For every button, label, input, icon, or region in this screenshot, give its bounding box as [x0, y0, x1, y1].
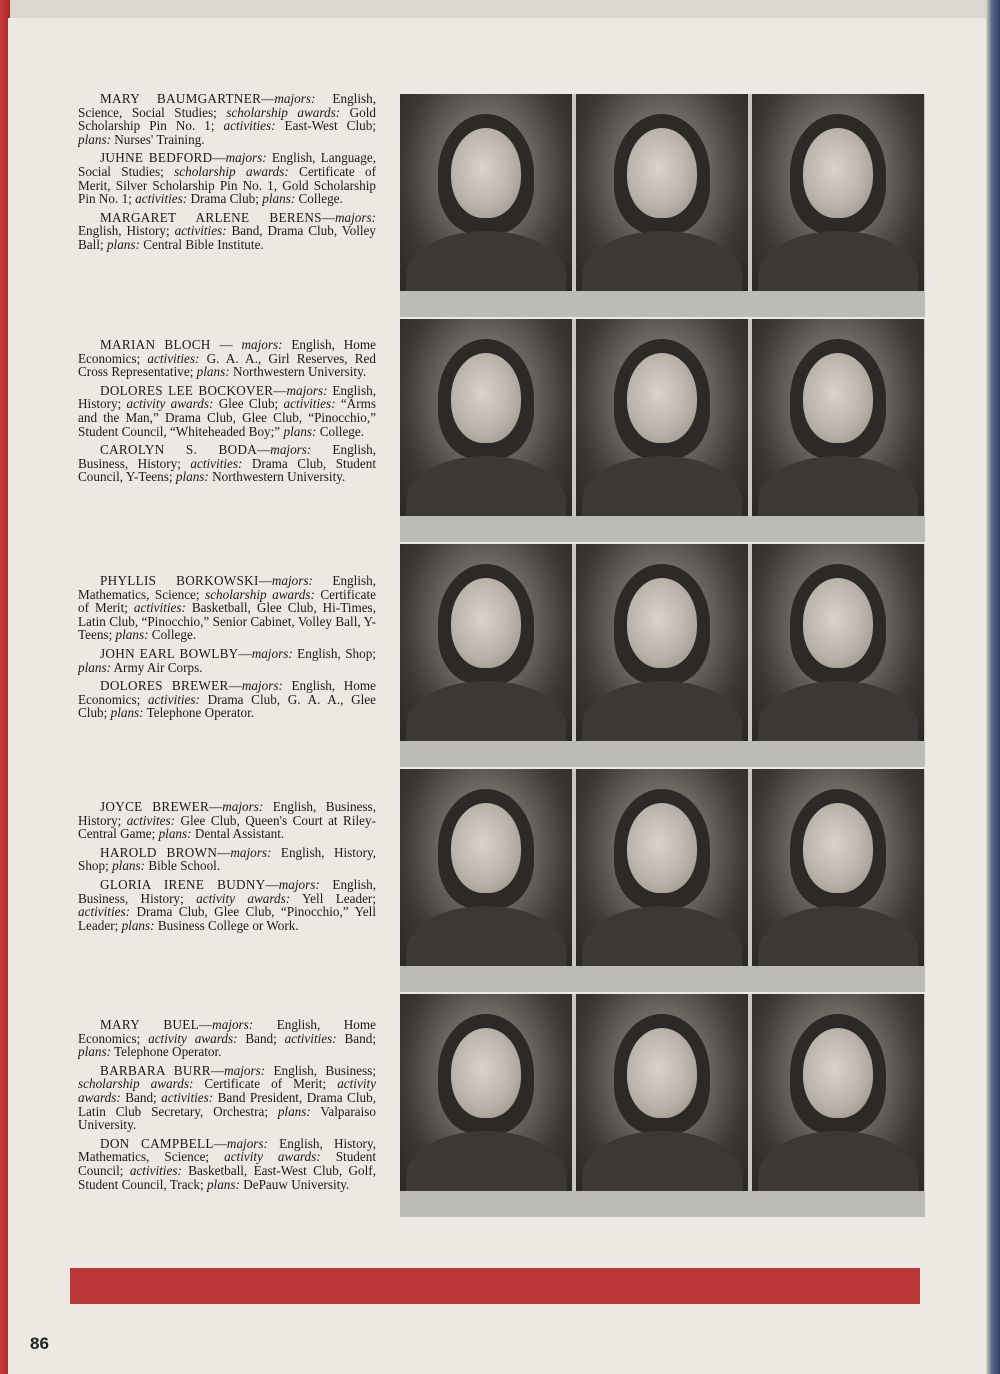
- field-label: majors:: [274, 91, 316, 106]
- student-name: GLORIA IRENE BUDNY: [100, 876, 266, 892]
- red-footer-bar: [70, 1268, 920, 1304]
- student-entry: [78, 574, 376, 642]
- text-group: [78, 92, 376, 257]
- student-name: MARGARET ARLENE BERENS: [100, 209, 322, 225]
- page-top-shadow: [10, 0, 986, 18]
- field-label: majors:: [286, 382, 328, 398]
- field-value: College.: [148, 627, 197, 643]
- field-label: majors:: [222, 799, 264, 814]
- field-value: Central Bible Institute.: [139, 236, 264, 252]
- field-value: English, Business, History;: [78, 876, 377, 906]
- field-label: activities:: [174, 223, 227, 239]
- field-value: Glee Club, Queen's Court at Riley-Central Game;: [78, 812, 376, 842]
- portrait-head: [627, 353, 697, 443]
- field-label: activites:: [126, 812, 176, 828]
- field-label: activities:: [147, 691, 200, 707]
- student-entry: [78, 211, 376, 252]
- field-value: English, Business, History;: [78, 799, 376, 828]
- field-label: plans:: [206, 1176, 240, 1192]
- field-value: —: [258, 573, 272, 588]
- field-value: Band;: [237, 1030, 285, 1046]
- field-value: —: [212, 150, 226, 166]
- field-value: College.: [295, 191, 343, 207]
- field-value: G. A. A., Girl Reserves, Red Cross Representative;: [78, 350, 376, 380]
- field-label: activities:: [283, 396, 336, 412]
- student-photo-boda: [752, 319, 924, 516]
- field-value: —: [198, 1017, 213, 1032]
- field-label: majors:: [270, 442, 312, 458]
- student-entry: [78, 679, 376, 720]
- field-label: plans:: [262, 191, 296, 207]
- text-group: [78, 338, 376, 489]
- field-value: —: [217, 844, 231, 860]
- portrait-shoulders: [758, 906, 918, 966]
- page-number: 86: [30, 1334, 49, 1353]
- field-label: activities:: [133, 600, 186, 616]
- field-value: Business College or Work.: [154, 917, 299, 933]
- field-value: —: [210, 1062, 225, 1078]
- portrait-shoulders: [406, 456, 566, 516]
- field-value: Drama Club, G. A. A., Glee Club;: [78, 691, 376, 721]
- field-label: activities:: [129, 1162, 182, 1178]
- field-label: majors:: [271, 573, 313, 588]
- field-value: —: [213, 1135, 227, 1151]
- portrait-shoulders: [406, 1131, 566, 1191]
- student-entry: [78, 1064, 376, 1132]
- student-name: DON CAMPBELL: [100, 1135, 214, 1151]
- field-label: plans:: [158, 826, 192, 842]
- field-label: plans:: [78, 131, 111, 147]
- student-photo-brown: [576, 769, 748, 966]
- field-value: —: [321, 209, 335, 225]
- portrait-shoulders: [582, 231, 742, 291]
- field-value: English, Home Economics;: [78, 337, 377, 366]
- field-value: Certificate of Merit;: [78, 586, 376, 616]
- portrait-head: [803, 1028, 873, 1118]
- portrait-shoulders: [582, 906, 742, 966]
- field-value: Band;: [120, 1089, 162, 1105]
- field-label: majors:: [224, 1062, 266, 1078]
- portrait-shoulders: [582, 456, 742, 516]
- student-photo-campbell: [752, 994, 924, 1191]
- field-label: plans:: [106, 236, 140, 252]
- field-value: English, Business, History;: [78, 442, 377, 471]
- student-photo-bloch: [400, 319, 572, 516]
- field-value: Band, Drama Club, Volley Ball;: [78, 223, 376, 252]
- portrait-head: [627, 578, 697, 668]
- field-value: Student Council;: [78, 1149, 376, 1178]
- field-label: majors:: [212, 1017, 254, 1032]
- field-label: activities:: [190, 455, 243, 471]
- student-entry: [78, 800, 376, 841]
- portrait-shoulders: [758, 456, 918, 516]
- photo-caption-strip: [400, 741, 925, 767]
- field-label: activity awards:: [196, 890, 291, 906]
- photo-caption-strip: [400, 966, 925, 992]
- field-label: plans:: [78, 1044, 111, 1060]
- field-label: plans:: [121, 917, 155, 933]
- portrait-head: [451, 803, 521, 893]
- field-value: Telephone Operator.: [110, 1044, 222, 1060]
- student-photo-bowlby: [576, 544, 748, 741]
- student-photo-bedford: [576, 94, 748, 291]
- field-value: —: [273, 382, 287, 398]
- portrait-shoulders: [582, 1131, 742, 1191]
- student-entry: [78, 846, 376, 873]
- text-group: [78, 800, 376, 937]
- portrait-head: [451, 578, 521, 668]
- field-value: Drama Club, Glee Club, “Pinocchio,” Yell Leader;: [78, 904, 376, 933]
- student-name: DOLORES LEE BOCKOVER: [100, 382, 274, 398]
- field-label: plans:: [283, 423, 317, 439]
- field-value: “Arms and the Man,” Drama Club, Glee Club, “Pinocchio,” Student Council, “Whiteheaded Boy;”: [78, 396, 376, 439]
- field-label: majors:: [251, 645, 293, 661]
- field-label: majors:: [225, 150, 267, 166]
- portrait-head: [451, 353, 521, 443]
- field-value: English, Home Economics;: [78, 1017, 377, 1046]
- student-name: MARY BAUMGARTNER: [100, 91, 262, 106]
- portrait-head: [803, 128, 873, 218]
- student-photo-dolores-brewer: [752, 544, 924, 741]
- field-value: Drama Club, Student Council, Y-Teens;: [78, 455, 376, 485]
- field-value: Band President, Drama Club, Latin Club Secretary, Orchestra;: [78, 1089, 376, 1119]
- student-name: HAROLD BROWN: [100, 844, 218, 860]
- student-entry: [78, 1137, 376, 1191]
- student-entry: [78, 384, 376, 438]
- field-label: plans:: [277, 1103, 311, 1119]
- field-label: majors:: [230, 844, 272, 860]
- student-photo-berens: [752, 94, 924, 291]
- portrait-shoulders: [758, 231, 918, 291]
- portrait-shoulders: [582, 681, 742, 741]
- portrait-head: [451, 128, 521, 218]
- student-photo-joyce-brewer: [400, 769, 572, 966]
- field-value: English, Business;: [265, 1062, 376, 1078]
- photo-row: [400, 994, 925, 1217]
- portrait-head: [803, 578, 873, 668]
- student-entry: [78, 1018, 376, 1059]
- field-label: plans:: [196, 364, 230, 380]
- field-value: Gold Scholarship Pin No. 1;: [78, 104, 377, 134]
- field-value: English, History;: [78, 382, 376, 412]
- student-name: JOYCE BREWER: [100, 799, 210, 814]
- field-value: Yell Leader;: [290, 890, 376, 906]
- text-group: [78, 1018, 376, 1196]
- portrait-shoulders: [406, 681, 566, 741]
- student-name: PHYLLIS BORKOWSKI: [100, 573, 259, 588]
- field-value: —: [209, 799, 223, 814]
- field-value: —: [257, 442, 271, 458]
- field-label: majors:: [334, 209, 376, 225]
- field-value: Valparaiso University.: [78, 1103, 376, 1133]
- photo-row: [400, 94, 925, 317]
- photo-row: [400, 769, 925, 992]
- field-value: Basketball, East-West Club, Golf, Student Council, Track;: [78, 1162, 376, 1192]
- student-entry: [78, 878, 376, 932]
- student-name: MARY BUEL: [100, 1017, 199, 1032]
- student-entry: [78, 151, 376, 205]
- portrait-head: [627, 803, 697, 893]
- field-value: Bible School.: [145, 858, 221, 874]
- field-label: activity awards:: [126, 396, 214, 412]
- field-value: Drama Club;: [187, 191, 263, 207]
- photo-row: [400, 544, 925, 767]
- portrait-shoulders: [758, 681, 918, 741]
- field-value: Nurses' Training.: [110, 131, 205, 147]
- field-label: activity awards:: [148, 1030, 238, 1046]
- field-value: English, Language, Social Studies;: [78, 150, 376, 179]
- portrait-shoulders: [406, 231, 566, 291]
- text-group: [78, 574, 376, 725]
- field-value: English, Mathematics, Science;: [78, 573, 376, 602]
- field-label: majors:: [241, 337, 283, 352]
- portrait-head: [803, 353, 873, 443]
- field-value: —: [228, 678, 242, 694]
- field-value: DePauw University.: [239, 1176, 350, 1192]
- student-photo-borkowski: [400, 544, 572, 741]
- field-label: scholarship awards:: [226, 104, 341, 120]
- field-value: Glee Club;: [213, 396, 284, 412]
- field-label: activities:: [284, 1030, 337, 1046]
- field-label: activities:: [147, 350, 200, 366]
- field-value: —: [265, 876, 279, 892]
- field-value: East-West Club;: [275, 118, 376, 134]
- field-value: English, Science, Social Studies;: [78, 91, 377, 120]
- student-name: JOHN EARL BOWLBY: [100, 645, 239, 661]
- student-entry: [78, 92, 376, 146]
- student-photo-buel: [400, 994, 572, 1191]
- field-label: plans:: [175, 469, 209, 485]
- photo-caption-strip: [400, 291, 925, 317]
- student-name: DOLORES BREWER: [100, 678, 229, 694]
- field-value: —: [210, 337, 242, 352]
- field-value: English, Shop;: [292, 645, 376, 661]
- field-label: plans:: [78, 659, 111, 675]
- field-label: activities:: [78, 904, 130, 920]
- field-label: majors:: [241, 678, 283, 694]
- student-name: JUHNE BEDFORD: [100, 150, 213, 166]
- student-photo-burr: [576, 994, 748, 1191]
- field-label: plans:: [110, 705, 144, 721]
- field-label: majors:: [226, 1135, 268, 1151]
- portrait-shoulders: [758, 1131, 918, 1191]
- student-entry: [78, 338, 376, 379]
- field-value: Northwestern University.: [208, 469, 346, 485]
- field-label: activity awards:: [224, 1149, 321, 1165]
- student-name: MARIAN BLOCH: [100, 337, 211, 352]
- field-value: Army Air Corps.: [110, 659, 203, 675]
- field-label: scholarship awards:: [174, 163, 289, 179]
- field-value: Band;: [336, 1030, 376, 1046]
- student-photo-bockover: [576, 319, 748, 516]
- student-photo-budny: [752, 769, 924, 966]
- field-label: activities:: [223, 118, 276, 134]
- field-value: English, History;: [78, 223, 175, 239]
- student-entry: [78, 647, 376, 674]
- photo-caption-strip: [400, 1191, 925, 1217]
- field-label: plans:: [112, 858, 146, 874]
- portrait-head: [627, 1028, 697, 1118]
- field-value: Certificate of Merit;: [193, 1076, 338, 1092]
- field-value: Basketball, Glee Club, Hi-Times, Latin Club, “Pinocchio,” Senior Cabinet, Volley Ball, Y-Teens;: [78, 600, 376, 643]
- student-entry: [78, 443, 376, 484]
- photo-row: [400, 319, 925, 542]
- portrait-head: [627, 128, 697, 218]
- field-value: Dental Assistant.: [191, 826, 285, 842]
- field-label: activities:: [161, 1089, 214, 1105]
- student-name: BARBARA BURR: [100, 1062, 211, 1078]
- photo-caption-strip: [400, 516, 925, 542]
- field-label: majors:: [278, 876, 320, 892]
- field-label: scholarship awards:: [78, 1076, 194, 1092]
- portrait-shoulders: [406, 906, 566, 966]
- field-value: English, History, Shop;: [78, 844, 376, 874]
- portrait-head: [451, 1028, 521, 1118]
- field-value: English, History, Mathematics, Science;: [78, 1135, 376, 1165]
- field-value: Northwestern University.: [229, 364, 367, 380]
- cover-edge: [986, 0, 1000, 1374]
- field-label: scholarship awards:: [205, 586, 315, 602]
- field-value: —: [261, 91, 275, 106]
- field-value: Telephone Operator.: [143, 705, 255, 721]
- field-label: activities:: [135, 191, 188, 207]
- portrait-head: [803, 803, 873, 893]
- student-name: CAROLYN S. BODA: [100, 442, 258, 458]
- field-value: Certificate of Merit, Silver Scholarship Pin No. 1, Gold Scholarship Pin No. 1;: [78, 163, 376, 207]
- field-value: College.: [316, 423, 365, 439]
- field-label: activity awards:: [78, 1076, 376, 1105]
- student-photo-baumgartner: [400, 94, 572, 291]
- field-value: English, Home Economics;: [78, 678, 376, 707]
- field-label: plans:: [115, 627, 149, 643]
- field-value: —: [238, 645, 252, 661]
